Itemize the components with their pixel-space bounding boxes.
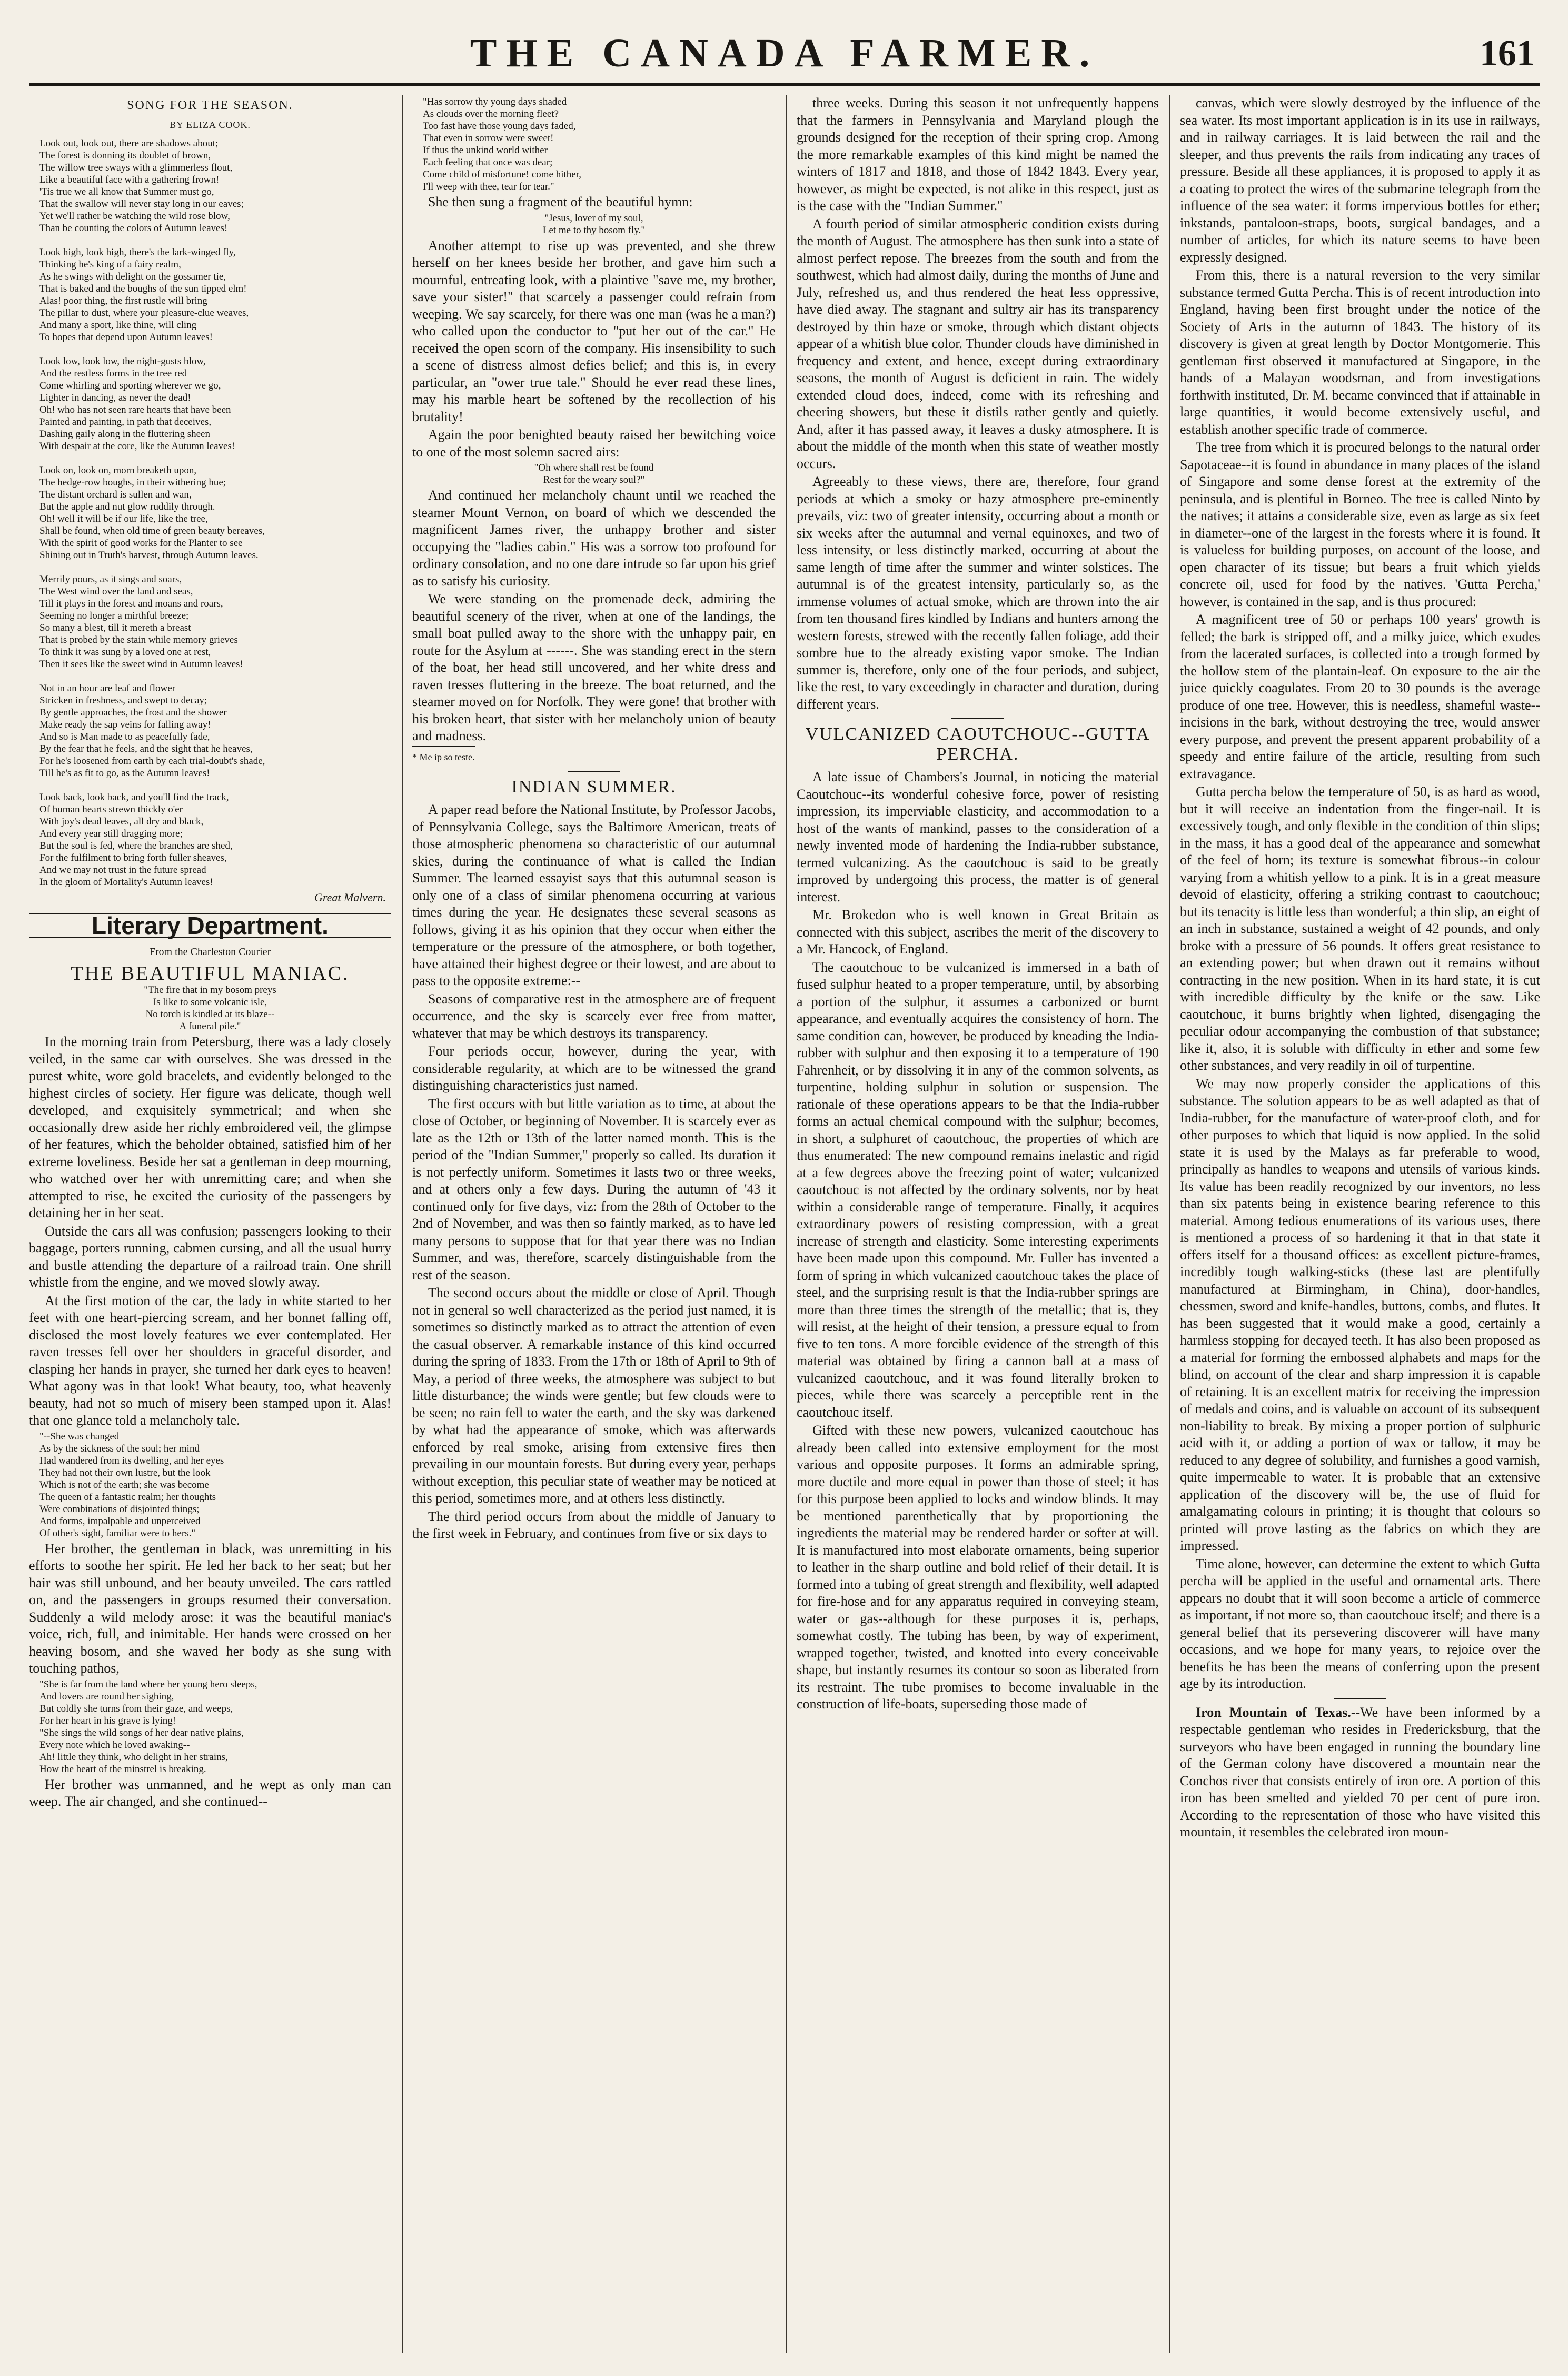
paragraph: A paper read before the National Institute, by Professor Jacobs, of Pennsylvania College, says the Baltimore American, treats of those atmospheric phenomena so characteristic of our autumnal skies, during the continuance of what is called the Indian Summer. The learned essayist says that this autumnal season is only one of a class of similar phenomena occurring at various times during the year. He designates these several seasons as follows, giving it as his opinion that they occur when either the temperature or the pressure of the atmosphere, or both together, have attained their highest degree or their lowest, and are about to pass to the opposite extreme:-- — [412, 802, 776, 988]
verse-quote: "Oh where shall rest be found Rest for the weary soul?" — [534, 462, 654, 485]
column-rule — [402, 95, 403, 2353]
verse-quote: "She is far from the land where her young hero sleeps, And lovers are round her sighing, But coldly she turns from their gaze, and weeps, For her heart in his grave is lying! "She sings the wild songs of her dear native plains, Every note which he loved awaking-- Ah! little they think, who delight in her strains, How the heart of the minstrel is breaking. — [39, 1678, 257, 1775]
poem-signature: Great Malvern. — [314, 891, 386, 904]
paragraph: The tree from which it is procured belongs to the natural order Sapotaceae--it is found in abundance in many places of the island of Singapore and some dense forest at the extremity of the peninsula, and is plentiful in Borneo. The tree is called Ninto by the natives; it attains a considerable size, even as large as six feet in diameter--one of the largest in the forests where it is found. It is valueless for building purposes, on account of the loose, and open character of its tissue; but bears a fruit which yields concrete oil, used for food by the natives. 'Gutta Percha,' however, is contained in the sap, and is thus procured: — [1180, 440, 1540, 609]
article-title: THE BEAUTIFUL MANIAC. — [71, 962, 350, 985]
masthead-rule — [29, 83, 1540, 86]
paragraph: three weeks. During this season it not unfrequently happens that the farmers in Pennsylvania and Maryland plough the grounds designed for the reception of their spring crop. Among the more remarkable examples of this kind might be named the winters of 1817 and 1818, and those of 1842 1843. Every year, however, as might be expected, is not alike in this respect, just as is the case with the "Indian Summer." — [797, 95, 1159, 213]
paragraph: Mr. Brokedon who is well known in Great Britain as connected with this subject, ascribes the merit of the discovery to a Mr. Hancock, of England. — [797, 907, 1159, 957]
page-number: 161 — [1480, 33, 1535, 74]
paragraph: She then sung a fragment of the beautiful hymn: — [428, 194, 693, 210]
column-2 — [412, 95, 776, 2359]
section-rule — [1334, 1698, 1386, 1699]
article-title: INDIAN SUMMER. — [511, 777, 677, 797]
paragraph: The second occurs about the middle or close of April. Though not in general so well characterized as the period just named, it is sometimes so distinctly marked as to attract the attention of even the casual observer. A remarkable instance of this kind occurred during the spring of 1833. From the 17th or 18th of April to 9th of May, a period of three weeks, the atmosphere was subject to but little disturbance; the winds were gentle; but few clouds were to be seen; no rain fell to water the earth, and the sky was darkened by what had the appearance of smoke, which was afterwards enforced by real smoke, arising from extensive fires then prevailing in our mountain forests. But during every year, perhaps without exception, this peculiar state of weather may be noticed at this period, sometimes more, and at others less distinctly. — [412, 1285, 776, 1506]
verse-quote: "--She was changed As by the sickness of the soul; her mind Had wandered from its dwelling, and her eyes They had not their own lustre, but the look Which is not of the earth; she was become The queen of a fantastic realm; her thoughts Were combinations of disjointed things; And forms, impalpable and unperceived Of other's sight, familiar were to hers." — [39, 1430, 224, 1539]
paragraph: The caoutchouc to be vulcanized is immersed in a bath of fused sulphur heated to a proper temperature, until, by absorbing a portion of the sulphur, it assumes a carbonized or burnt appearance, and eventually acquires the consistency of horn. The same condition can, however, be produced by kneading the India-rubber with sulphur and then exposing it to a temperature of 190 Fahrenheit, or by dissolving it in any of the common solvents, as turpentine, holding sulphur in solution or suspension. The rationale of these operations appears to be that the India-rubber forms an actual chemical compound with the sulphur; becomes, in short, a sulphuret of caoutchouc, the properties of which are thus enumerated: The new compound remains inelastic and rigid at a few degrees above the freezing point of water; vulcanized caoutchouc is not affected by the ordinary solvents, nor by heat within a considerable range of temperature. Finally, it acquires extraordinary powers of resisting compression, with a great increase of strength and elasticity. Some interesting experiments have been made upon this compound. Mr. Fuller has invented a form of spring in which vulcanized caoutchouc takes the place of steel, and the surprising result is that the India-rubber springs are more than three times the strength of the metallic; that is, they will resist, at the height of their tension, a pressure equal to from five to ten tons. A more forcible evidence of the strength of this material was obtained by firing a cannon ball at a mass of vulcanized caoutchouc, and it was found literally broken to pieces, while there was scarcely a perceptible rent in the caoutchouc itself. — [797, 959, 1159, 1420]
paragraph: In the morning train from Petersburg, there was a lady closely veiled, in the same car with ourselves. She was dressed in the purest white, wore gold bracelets, and evidently belonged to the highest circles of society. Her figure was delicate, though well developed, and exquisitely symmetrical; and when she occasionally drew aside her richly embroidered veil, the glimpse of her features, which the beholder obtained, satisfied him of her extreme loveliness. Beside her sat a gentleman in deep mourning, who watched over her with unremitting care; and when she attempted to rise, he excited the curiosity of the passengers by detaining her in her seat. — [29, 1034, 391, 1220]
paragraph: The first occurs with but little variation as to time, at about the close of October, or beginning of November. It is scarcely ever as late as the 12th or 13th of the latter named month. This is the period of the "Indian Summer," properly so called. Its duration it is not perfectly uniform. Sometimes it lasts two or three weeks, and at others only a few days. During the autumn of '43 it continued only for five days, viz: from the 28th of October to the 2nd of November, and was then so faintly marked, as to have led many persons to suppose that for that year there was no Indian Summer, and was, therefore, scarcely distinguishable from the rest of the season. — [412, 1096, 776, 1283]
paragraph — [1180, 1704, 1540, 1841]
paragraph: A late issue of Chambers's Journal, in noticing the material Caoutchouc--its wonderful cohesive force, power of resisting impression, its imperviable elasticity, and accommodation to a host of the wants of mankind, passes to the consideration of a newly invented mode of hardening the India-rubber substance, termed vulcanizing. As the caoutchouc is said to be greatly improved by undergoing this process, the matter is of general interest. — [797, 769, 1159, 904]
paragraph: Gifted with these new powers, vulcanized caoutchouc has already been called into extensive employment for the most various and opposite purposes. It forms an admirable spring, more ductile and more equal in power than those of steel; it has for this purpose been applied to locks and window blinds. It may be mentioned parenthetically that by proportioning the ingredients the material may be rendered harder or softer at will. It is manufactured into most elaborate ornaments, being superior to leather in the sharp outline and bold relief of their detail. It is formed into a tubing of great strength and flexibility, well adapted for fire-hose and for any apparatus required in conveying steam, water or gas--although for these purposes it is, perhaps, somewhat costly. The tubing has been, by way of experiment, wrapped together, twisted, and knotted into every conceivable shape, but instantly resumes its contour so soon as liberated from its restraint. The tube promises to become invaluable in the construction of life-boats, superseding those made of — [797, 1423, 1159, 1712]
paragraph: At the first motion of the car, the lady in white started to her feet with one heart-piercing scream, and her bonnet falling off, disclosed the most lovely features we ever contemplated. Her raven tresses fell over her shoulders in graceful disorder, and clasping her hands in prayer, she turned her dark eyes to heaven! What agony was in that look! What beauty, too, what heavenly beauty, had not so much of misery been stamped upon it. Alas! that one glance told a melancholy tale. — [29, 1293, 391, 1428]
paragraph: Four periods occur, however, during the year, with considerable regularity, at which are to be witnessed the grand distinguishing characteristics just named. — [412, 1043, 776, 1093]
paragraph: Her brother was unmanned, and he wept as only man can weep. The air changed, and she continued-- — [29, 1776, 391, 1809]
paragraph: And continued her melancholy chaunt until we reached the steamer Mount Vernon, on board of which we descended the magnificent James river, the unhappy brother and sister occupying the "ladies cabin." His was a sorrow too profound for ordinary consolation, and no one dare intrude so far upon his grief as to satisfy his curiosity. — [412, 488, 776, 589]
department-heading: Literary Department. — [29, 912, 391, 940]
verse-quote: "Has sorrow thy young days shaded As clouds over the morning fleet? Too fast have those young days faded, That even in sorrow were sweet! If thus the unkind world wither Each feeling that once was dear; Come child of misfortune! come hither, I'll weep with thee, tear for tear." — [423, 96, 582, 192]
article-title: VULCANIZED CAOUTCHOUC--GUTTA PERCHA. — [805, 724, 1150, 764]
paragraph: The third period occurs from about the middle of January to the first week in February, and continues from five or six days to — [412, 1508, 776, 1541]
paragraph: Time alone, however, can determine the extent to which Gutta percha will be applied in the useful and ornamental arts. There appears no doubt that it will soon become a article of commerce as important, if not more so, than caoutchouc itself; and there is a general belief that its persevering discoverer will have many occasions, and we hope for many years, to rejoice over the benefits he has been the means of conferring upon the present age by its introduction. — [1180, 1556, 1540, 1691]
paragraph: Seasons of comparative rest in the atmosphere are of frequent occurrence, and the sky is scarcely ever free from matter, whatever that may be which destroys its transparency. — [412, 991, 776, 1041]
item-text: --We have been informed by a respectable gentleman who resides in Fredericksburg, that the surveyors who have been engaged in running the boundary line of the German colony have discovered a mountain near the Conchos river that consists entirely of iron ore. A portion of this iron has been smelted and yielded 70 per cent of pure iron. According to the representation of those who have visited this mountain, it resembles the celebrated iron moun- — [1180, 1704, 1540, 1840]
paragraph: Another attempt to rise up was prevented, and she threw herself on her knees beside her brother, and gave him such a mournful, entreating look, with a plaintive "save me, my brother, save your sister!" that scarcely a passenger could refrain from weeping. We say scarcely, for there was one man (was he a man?) who called upon the conductor to "put her out of the car." He received the open scorn of the company. His insensibility to such a scene of distress almost defies belief; and this is, in every particular, an "ower true tale." Should he ever read these lines, may his marble heart be softened by the recollection of his brutality! — [412, 237, 776, 424]
column-rule — [1169, 95, 1170, 2353]
poem-text: Look out, look out, there are shadows about; The forest is donning its doublet of brown, The willow tree sways with a glimmerless flout, Like a beautiful face with a gathering frown! 'Tis true we all know that Summer must go, That the swallow will never stay long in our eaves; Yet we'll rather be watching the wild rose blow, Than be counting the colors of Autumn leaves! Look high, look high, there's the lark-winged fly, Thinking he's king of a fairy realm, As he swings with delight on the gossamer tie, That is baked and the boughs of the sun tipped elm! Alas! poor thing, the first rustle will bring The pillar to dust, where your pleasure-clue weaves, And many a sport, like thine, will cling To hopes that depend upon Autumn leaves! Look low, look low, the night-gusts blow, And the restless forms in the tree red Come whirling and sporting wherever we go, Lighter in dancing, as never the dead! Oh! who has not seen rare hearts that have been Painted and painting, in path that deceives, Dashing gaily along in the fluttering sheen With despair at the core, like the Autumn leaves! Look on, look on, morn breaketh upon, The hedge-row boughs, in their withering hue; The distant orchard is sullen and wan, But the apple and nut glow ruddily through. Oh! well it will be if our life, like the tree, Shall be found, when old time of green beauty bereaves, With the spirit of good works for the Planter to see Shining out in Truth's harvest, through Autumn leaves. Merrily pours, as it sings and soars, The West wind over the land and seas, Till it plays in the forest and moans and roars, Seeming no longer a mirthful breeze; So many a blest, till it mereth a breast That is probed by the stain while memory grieves To think it was sung by a loved one at rest, Then it sees like the sweet wind in Autumn leaves! Not in an hour are leaf and flower Stricken in freshness, and swept to decay; By gentle approaches, the frost and the shower Make ready the sap veins for falling away! And so is Man made to as peacefully fade, By the fear that he feels, and the sight that he heaves, For he's loosened from earth by each trial-doubt's shade, Till he's as fit to go, as the Autumn leaves! Look back, look back, and you'll find the track, Of human hearts strewn thickly o'er With joy's dead leaves, all dry and black, And every year still dragging more; But the soul is fed, where the branches are shed, For the fulfilment to bring forth fuller sheaves, And we may not trust in the future spread In the gloom of Mortality's Autumn leaves! — [39, 138, 265, 888]
article-credit: From the Charleston Courier — [149, 946, 271, 958]
poem-title: SONG FOR THE SEASON. — [127, 98, 293, 112]
masthead — [29, 21, 1540, 79]
paragraph: A fourth period of similar atmospheric condition exists during the month of August. The atmosphere has then sunk into a state of almost perfect repose. The breezes from the south and from the southwest, which had almost daily, during the months of June and July, refreshed us, and thus rendered the heat less oppressive, have died away. The stagnant and sultry air has its transparency destroyed by thin haze or smoke, through which distant objects appear of a whitish blue color. Thunder clouds have diminished in frequency and extent, and hence, except during extraordinary seasons, the month of August is deficient in rain. The widely extended cloud does, indeed, come with its refreshing and cheering showers, but these it distils rather gently and quietly. And, after it has passed away, it leaves a dusky atmosphere. It is about the middle of the month when this state of weather mostly occurs. — [797, 216, 1159, 471]
paragraph: Again the poor benighted beauty raised her bewitching voice to one of the most solemn sacred airs: — [412, 427, 776, 460]
newspaper-title: THE CANADA FARMER. — [470, 31, 1099, 75]
column-rule — [786, 95, 787, 2353]
newspaper-page — [29, 21, 1540, 2359]
verse-quote: "Jesus, lover of my soul, Let me to thy bosom fly." — [542, 212, 646, 236]
paragraph: From this, there is a natural reversion to the very similar substance termed Gutta Percha. This is of recent introduction into England, having been first brought under the notice of the Society of Arts in the autumn of 1843. The history of its discovery is given at great length by Doctor Montgomerie. This gentleman first observed it manufactured at Singapore, in the hands of a Malayan woodsman, and from investigations forthwith instituted, Dr. M. became convinced that if attainable in large quantities, it would become extensively useful, and establish another specific trade of commerce. — [1180, 267, 1540, 437]
item-lead: Iron Mountain of Texas. — [1196, 1704, 1351, 1720]
section-rule — [951, 718, 1004, 719]
epigraph: "The fire that in my bosom preys Is like to some volcanic isle, No torch is kindled at its blaze-- A funeral pile." — [144, 985, 276, 1032]
section-rule — [568, 771, 620, 772]
column-4 — [1180, 95, 1540, 2359]
paragraph: We were standing on the promenade deck, admiring the beautiful scenery of the river, when at one of the landings, the small boat pulled away to the shore with the unhappy pair, en route for the Asylum at ------. She was standing erect in the stern of the boat, her head still uncovered, and her white dress and raven tresses fluttering in the breeze. The boat returned, and the steamer moved on for Norfolk. They were gone! that brother with his broken heart, that sister with her melancholy union of beauty and madness. — [412, 591, 776, 743]
column-1 — [29, 95, 391, 2359]
paragraph: Her brother, the gentleman in black, was unremitting in his efforts to soothe her spirit. He led her back to her seat; but her hair was still unbound, and her beauty unveiled. The cars rattled on, and the passengers in groups resumed their conversation. Suddenly a wild melody arose: it was the beautiful maniac's voice, rich, full, and inimitable. Her hands were crossed on her heaving bosom, and she waved her body as she sung with touching pathos, — [29, 1540, 391, 1676]
column-3 — [797, 95, 1159, 2359]
paragraph: We may now properly consider the applications of this substance. The solution appears to be as well adapted as that of India-rubber, for the manufacture of water-proof cloth, and for other purposes to which that liquid is now applied. In the solid state it is used by the Malays as far preferable to wood, principally as handles to weapons and utensils of various kinds. Its value has been readily recognized by our inventors, no less than six patents being in existence bearing reference to this material. Among tedious enumerations of its various uses, there is mentioned a process of so hardening it that in that state it offers itself for a thousand offices: as excellent picture-frames, incredibly tough walking-sticks (these last are plentifully manufactured at Birmingham, in China), door-handles, chessmen, sword and knife-handles, buttons, combs, and flutes. It has been suggested that it would make a good, certainly a harmless stopping for decayed teeth. It has also been proposed as a material for forming the embossed alphabets and maps for the blind, on account of the clear and sharp impression it is capable of retaining. It is an excellent matrix for receiving the impression of medals and coins, and is valuable on account of its subsequent non-liability to break. By mixing a proper portion of sulphuric acid with it, or adding a portion of wax or tallow, it may be reduced to any degree of solubility, and furnishes a good varnish, quite impermeable to water. It is probable that an extensive application of the discovery will be, the use of fluid for amalgamating colours in printing; it is thought that colours so printed will prove lasting as the fabrics on which they are impressed. — [1180, 1076, 1540, 1553]
paragraph: Outside the cars all was confusion; passengers looking to their baggage, porters running, cabmen cursing, and all the usual hurry and bustle attending the departure of a railroad train. One shrill whistle from the engine, and we moved slowly away. — [29, 1223, 391, 1290]
paragraph: A magnificent tree of 50 or perhaps 100 years' growth is felled; the bark is stripped off, and a milky juice, which exudes from the lacerated surfaces, is collected into a trough formed by the hollow stem of the plantain-leaf. On exposure to the air the juice quickly coagulates. From 20 to 30 pounds is the average produce of one tree. However, this is needless, shameful waste--incisions in the bark, without destroying the tree, would answer every purpose, and prevent the present apparent probability of a speedy and entire failure of the article, resulting from such extravagance. — [1180, 612, 1540, 781]
paragraph: canvas, which were slowly destroyed by the influence of the sea water. Its most important application is in its use in railways, and in railway carriages. It is laid between the rail and the sleeper, and thus prevents the rails from indicating any traces of pressure. Beside all these appliances, it is proposed to apply it as a coating to protect the wires of the submarine telegraph from the influence of the sea water: it forms impervious bottles for ether; inkstands, pantaloon-straps, boots, surgical bandages, and a number of articles, for which its nature seems to have been expressly designed. — [1180, 95, 1540, 265]
poem-byline: BY ELIZA COOK. — [170, 119, 251, 130]
paragraph: Gutta percha below the temperature of 50, is as hard as wood, but it will receive an indentation from the finger-nail. It is excessively tough, and only flexible in the condition of thin slips; in the mass, it has a good deal of the appearance and somewhat of the feel of horn; its texture is somewhat fibrous--in colour varying from a whitish yellow to a pink. It is in a great measure devoid of elasticity, offering a striking contrast to caoutchouc; but its tenacity is little less than wonderful; a thin slip, an eight of an inch in substance, sustained a weight of 42 pounds, and only broke with a pressure of 56 pounds. It offers great resistance to an extending power; but when drawn out it remains without contracting in the new position. When in its hard state, it is cut with incredible difficulty by the knife or the saw. Like caoutchouc, it burns brightly when lighted, disengaging the peculiar odour accompanying the combustion of that substance; like it, also, it is soluble with difficulty in ether and some few other substances, and very readily in oil of turpentine. — [1180, 784, 1540, 1073]
footnote: * Me ip so teste. — [412, 746, 475, 766]
paragraph: Agreeably to these views, there are, therefore, four grand periods at which a smoky or hazy atmosphere pre-eminently prevails, viz: two of greater intensity, occurring about a month or six weeks after the autumnal and vernal equinoxes, and two of less intensity, or less distinctly marked, occurring at about the same length of time after the summer and winter solstices. The autumnal is of the greatest intensity, particularly so, as the immense volumes of actual smoke, which are thrown into the air from ten thousand fires kindled by Indians and hunters among the western forests, strewed with the recently fallen foliage, add their sombre hue to the already existing vapor smoke. The Indian summer is, therefore, only one of the four periods, and subject, like the rest, to vary exceedingly in character and duration, during different years. — [797, 474, 1159, 712]
